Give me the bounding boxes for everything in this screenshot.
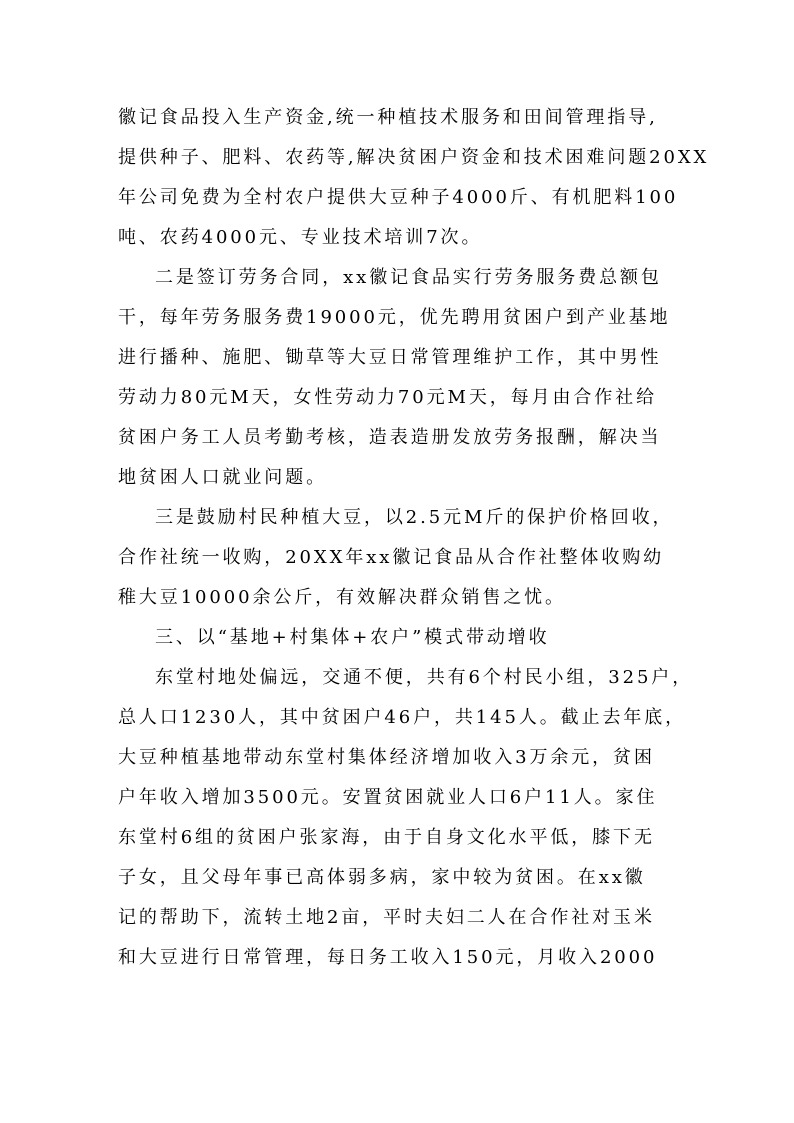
text-line: 劳动力80元M天，女性劳动力70元M天，每月由合作社给 — [118, 387, 657, 408]
text-line: 大豆种植基地带动东堂村集体经济增加收入3万余元，贫困 — [118, 747, 655, 768]
text-line: 进行播种、施肥、锄草等大豆日常管理维护工作，其中男性 — [118, 347, 662, 368]
text-line: 提供种子、肥料、农药等,解决贫困户资金和技术困难问题20XX — [118, 147, 710, 168]
text-line: 年公司免费为全村农户提供大豆种子4000斤、有机肥料100 — [118, 187, 679, 208]
text-line: 吨、农药4000元、专业技术培训7次。 — [118, 227, 483, 248]
text-line: 子女，且父母年事已高体弱多病，家中较为贫困。在xx徽 — [118, 867, 646, 888]
text-line: 和大豆进行日常管理，每日务工收入150元，月收入2000 — [118, 947, 658, 968]
text-line: 贫困户务工人员考勤考核，造表造册发放劳务报酬，解决当 — [118, 427, 662, 448]
text-line: 干，每年劳务服务费19000元，优先聘用贫困户到产业基地 — [118, 307, 671, 328]
document-body — [118, 98, 710, 978]
paragraph-start-line: 三是鼓励村民种植大豆，以2.5元M斤的保护价格回收， — [155, 507, 674, 528]
text-line: 总人口1230人，其中贫困户46户，共145人。截止去年底， — [118, 707, 687, 728]
paragraph-start-line: 东堂村地处偏远，交通不便，共有6个村民小组，325户， — [155, 667, 694, 688]
text-line: 记的帮助下，流转土地2亩，平时夫妇二人在合作社对玉米 — [118, 907, 655, 928]
text-line: 合作社统一收购，20XX年xx徽记食品从合作社整体收购幼 — [118, 547, 665, 568]
text-line: 东堂村6组的贫困户张家海，由于自身文化水平低，膝下无 — [118, 827, 655, 848]
text-line: 地贫困人口就业问题。 — [118, 467, 327, 488]
text-line: 徽记食品投入生产资金,统一种植技术服务和田间管理指导, — [118, 107, 658, 128]
text-line: 户年收入增加3500元。安置贫困就业人口6户11人。家住 — [118, 787, 658, 808]
section-heading: 三、以“基地+村集体+农户”模式带动增收 — [155, 627, 550, 648]
paragraph-start-line: 二是签订劳务合同，xx徽记食品实行劳务服务费总额包 — [155, 267, 662, 288]
text-line: 稚大豆10000余公斤，有效解决群众销售之忧。 — [118, 587, 566, 608]
